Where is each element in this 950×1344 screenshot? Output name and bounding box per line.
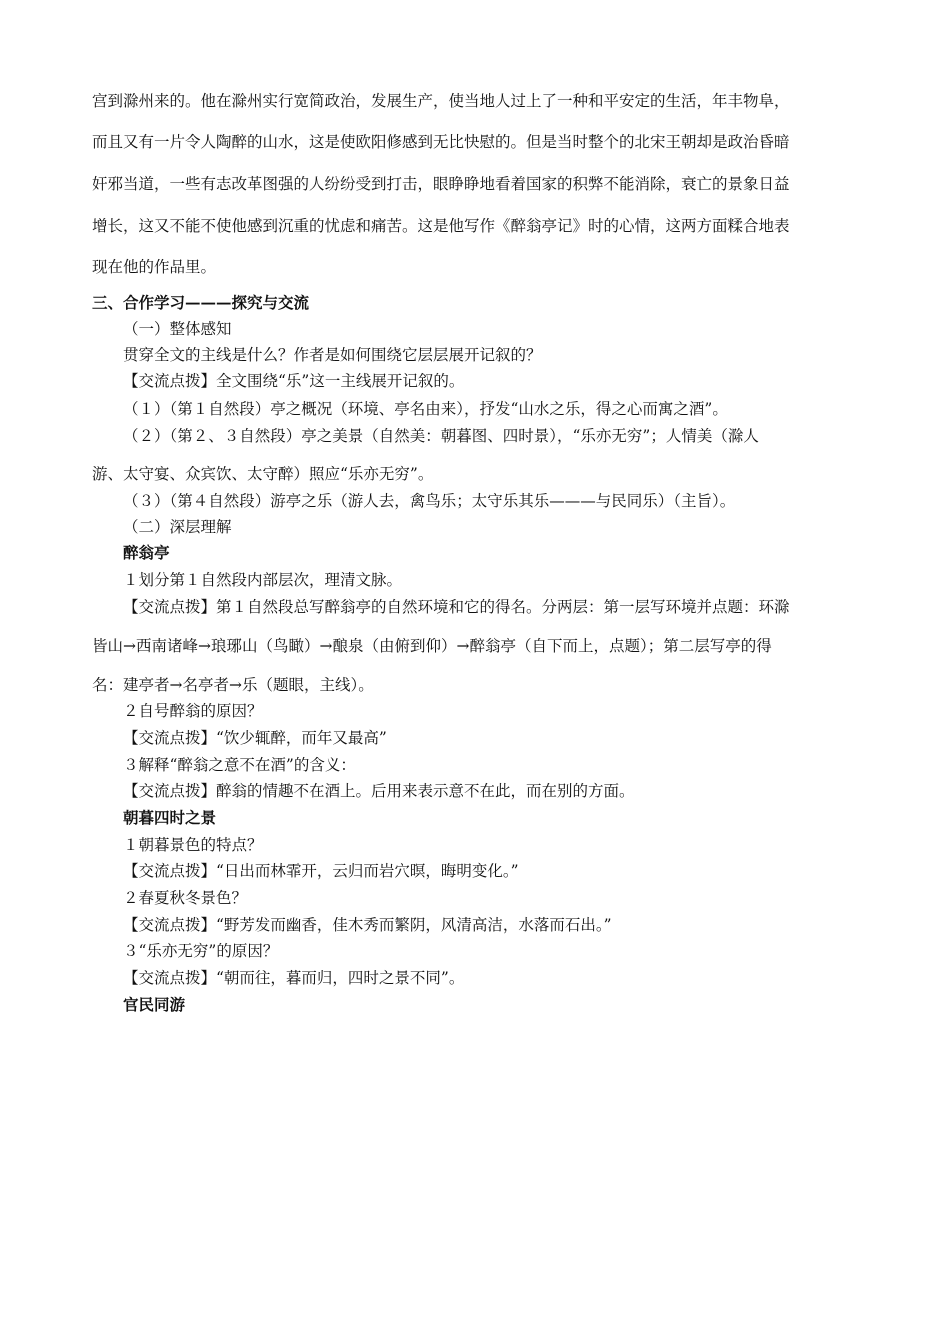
paragraph-line: 奸邪当道，一些有志改革图强的人纷纷受到打击，眼睁睁地看着国家的积弊不能消除，衰亡的景象日益: [92, 175, 790, 193]
answer-line: 【交流点拨】“饮少辄醉，而年又最高”: [123, 729, 387, 747]
question-line: ２春夏秋冬景色？: [123, 889, 248, 907]
list-item: （２）（第２、３自然段）亭之美景（自然美：朝暮图、四时景），“乐亦无穷”；人情美（滁人: [123, 427, 759, 445]
question-line: 贯穿全文的主线是什么？作者是如何围绕它层层展开记叙的？: [123, 346, 542, 364]
question-line: ２自号醉翁的原因？: [123, 702, 263, 720]
subsection-heading: （一）整体感知: [123, 320, 232, 338]
topic-heading: 官民同游: [123, 995, 186, 1014]
answer-line-continuation: 名：建亭者→名亭者→乐（题眼，主线）。: [92, 676, 374, 694]
answer-line: 【交流点拨】第１自然段总写醉翁亭的自然环境和它的得名。分两层：第一层写环境并点题：环滁: [123, 598, 790, 616]
paragraph-line: 而且又有一片令人陶醉的山水，这是使欧阳修感到无比快慰的。但是当时整个的北宋王朝却是政治昏暗: [92, 133, 790, 151]
paragraph-line: 现在他的作品里。: [92, 258, 217, 276]
paragraph-line: 增长，这又不能不使他感到沉重的忧虑和痛苦。这是他写作《醉翁亭记》时的心情，这两方面糅合地表: [92, 217, 790, 235]
question-line: １朝暮景色的特点？: [123, 836, 263, 854]
answer-line: 【交流点拨】“日出而林霏开，云归而岩穴暝，晦明变化。”: [123, 862, 519, 880]
question-line: １划分第１自然段内部层次，理清文脉。: [123, 571, 403, 589]
topic-heading: 醉翁亭: [123, 543, 170, 562]
question-line: ３“乐亦无穷”的原因？: [123, 942, 279, 960]
answer-line: 【交流点拨】醉翁的情趣不在酒上。后用来表示意不在此，而在别的方面。: [123, 782, 635, 800]
answer-line: 【交流点拨】“野芳发而幽香，佳木秀而繁阴，风清高洁，水落而石出。”: [123, 916, 612, 934]
question-line: ３解释“醉翁之意不在酒”的含义：: [123, 756, 356, 774]
document-page: [92, 90, 862, 1014]
paragraph-line: 宫到滁州来的。他在滁州实行宽简政治，发展生产，使当地人过上了一种和平安定的生活，年丰物阜，: [92, 92, 790, 110]
answer-line-continuation: 皆山→西南诸峰→琅琊山（鸟瞰）→酿泉（由俯到仰）→醉翁亭（自下而上，点题）；第二层写亭的得: [92, 637, 772, 655]
list-item-continuation: 游、太守宴、众宾饮、太守醉）照应“乐亦无穷”。: [92, 465, 434, 483]
topic-heading: 朝暮四时之景: [123, 808, 217, 827]
section-heading: 三、合作学习———探究与交流: [92, 293, 310, 312]
answer-line: 【交流点拨】“朝而往，暮而归，四时之景不同”。: [123, 969, 465, 987]
answer-line: 【交流点拨】全文围绕“乐”这一主线展开记叙的。: [123, 372, 465, 390]
subsection-heading: （二）深层理解: [123, 518, 232, 536]
list-item: （３）（第４自然段）游亭之乐（游人去，禽鸟乐；太守乐其乐———与民同乐）（主旨）。: [123, 492, 736, 510]
list-item: （１）（第１自然段）亭之概况（环境、亭名由来），抒发“山水之乐，得之心而寓之酒”。: [123, 400, 728, 418]
